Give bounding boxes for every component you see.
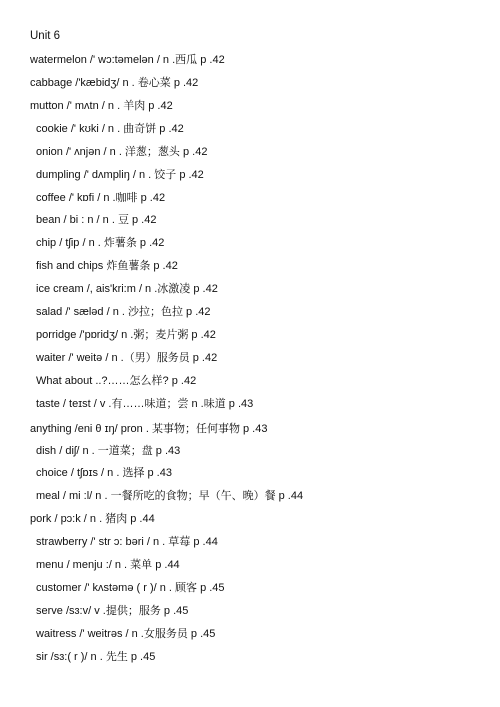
unit-title: Unit 6 [30,30,61,42]
vocab-entry: watermelon /' wɔ:təmelən / n .西瓜 p .42 [30,54,225,66]
vocab-entry: pork / pɔ:k / n . 猪肉 p .44 [30,513,155,525]
vocab-entry: meal / mi :l/ n . 一餐所吃的食物；早（午、晚）餐 p .44 [36,490,304,502]
vocab-entry: fish and chips 炸鱼薯条 p .42 [36,260,178,272]
vocab-entry: mutton /' mʌtn / n . 羊肉 p .42 [30,100,173,112]
vocab-entry: ice cream /, ais'kri:m / n .冰激凌 p .42 [36,283,218,295]
vocab-entry: choice / tʃɒɪs / n . 选择 p .43 [36,467,172,479]
vocab-entry: onion /' ʌnjən / n . 洋葱；葱头 p .42 [36,146,208,158]
vocab-entry: waitress /' weitrəs / n .女服务员 p .45 [36,628,216,640]
vocab-entry: taste / teɪst / v .有……味道；尝 n .味道 p .43 [36,398,254,410]
vocab-entry: What about ..?……怎么样? p .42 [36,375,197,387]
vocab-entry: sir /sɜ:( r )/ n . 先生 p .45 [36,651,156,663]
vocab-entry: bean / bi : n / n . 豆 p .42 [36,214,157,226]
vocab-entry: anything /eni θ ɪŋ/ pron . 某事物；任何事物 p .43 [30,423,268,435]
vocab-entry: dumpling /' dʌmpliŋ / n . 饺子 p .42 [36,169,204,181]
vocab-entry: chip / tʃip / n . 炸薯条 p .42 [36,237,165,249]
vocab-entry: cookie /' kʊki / n . 曲奇饼 p .42 [36,123,184,135]
vocab-entry: strawberry /' str ɔ: bəri / n . 草莓 p .44 [36,536,218,548]
vocab-entry: coffee /' kɒfi / n .咖啡 p .42 [36,192,166,204]
vocab-entry: porridge /'pɒridʒ/ n .粥；麦片粥 p .42 [36,329,216,341]
vocab-entry: dish / diʃ/ n . 一道菜；盘 p .43 [36,445,181,457]
vocab-entry: salad /' sæləd / n . 沙拉；色拉 p .42 [36,306,211,318]
vocab-entry: waiter /' weitə / n .（男）服务员 p .42 [36,352,218,364]
vocab-entry: customer /' kʌstəmə ( r )/ n . 顾客 p .45 [36,582,225,594]
vocab-entry: menu / menju :/ n . 菜单 p .44 [36,559,180,571]
vocab-entry: serve /sɜ:v/ v .提供；服务 p .45 [36,605,189,617]
vocab-entry: cabbage /'kæbidʒ/ n . 卷心菜 p .42 [30,77,199,89]
